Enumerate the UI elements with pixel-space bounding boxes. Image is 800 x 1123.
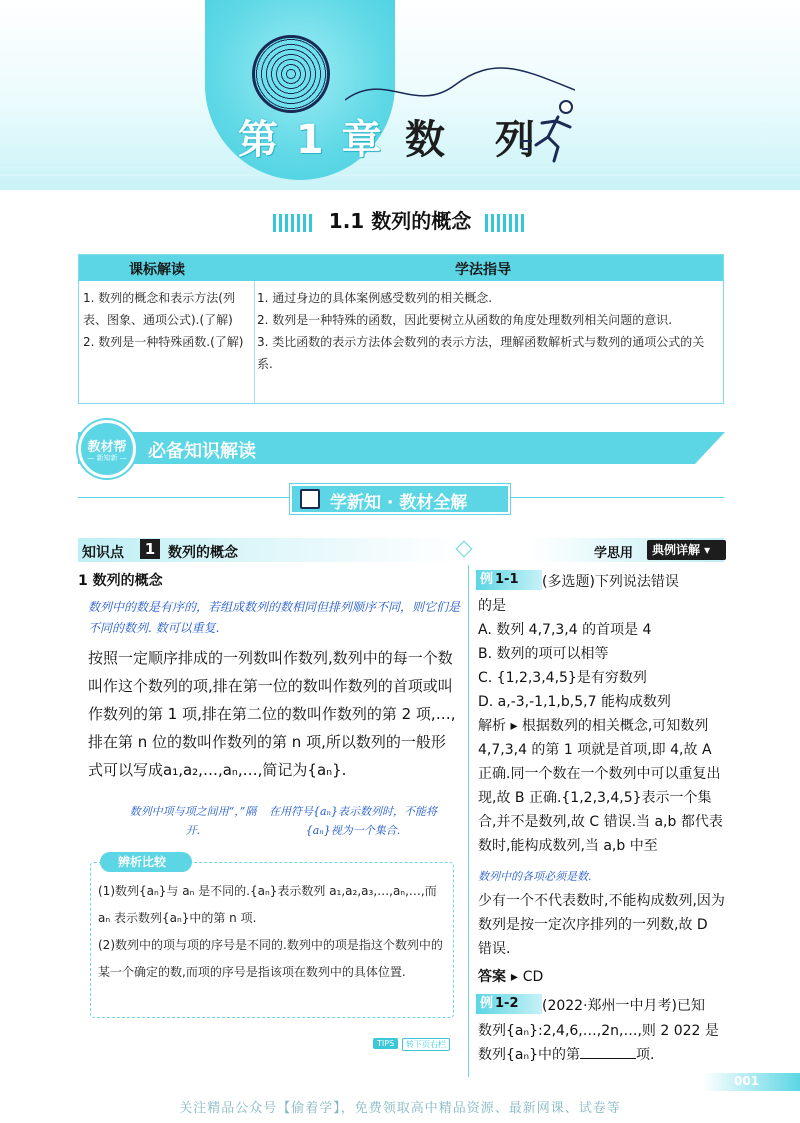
- tips-badge: TIPS: [373, 1038, 398, 1049]
- compare-body: [98, 878, 448, 986]
- answer-label: 答案 ▸: [478, 969, 523, 985]
- page-number: 001: [734, 1074, 760, 1088]
- diamond-icon: [456, 541, 473, 558]
- example-title: (2022·郑州一中月考)已知: [542, 998, 706, 1014]
- col2-items: [257, 287, 717, 375]
- continue-note: 转下页右栏: [402, 1038, 450, 1051]
- col1-header: 课标解读: [129, 262, 185, 278]
- right-header-label: 学思用: [594, 546, 634, 561]
- watermark: 关注精品公众号【偷着学】，免费领取高中精品资源、最新网课、试卷等: [179, 1101, 621, 1116]
- compare-tag-text: 辨析比较: [118, 855, 167, 869]
- example-text: 数列{aₙ}:2,4,6,…,2n,…,则 2 022 是数列{aₙ}中的第: [478, 1023, 719, 1063]
- notebook-icon: [300, 489, 320, 509]
- example-tag-prefix: 例: [480, 572, 494, 587]
- answer-blank[interactable]: [580, 1045, 636, 1059]
- subsection-title: 1 数列的概念: [78, 573, 163, 589]
- handwritten-note: 数列中项与项之间用“，”隔开.: [129, 805, 257, 837]
- example-tag: [476, 570, 542, 590]
- handwritten-note: 在用符号{aₙ}表示数列时，不能将{aₙ}视为一个集合.: [268, 805, 437, 837]
- example-body-continued: 少有一个不代表数时,不能构成数列,因为数列是按一定次序排列的一列数,故 D 错误.: [478, 893, 725, 957]
- example-body: [478, 1019, 726, 1067]
- chapter-name: 数 列: [405, 117, 553, 163]
- right-header-badge: 典例详解 ▾: [647, 540, 726, 560]
- knowledge-point-title: 数列的概念: [168, 545, 238, 561]
- yarn-ball-icon: [252, 35, 330, 113]
- decorative-bars-left: [273, 214, 315, 232]
- list-item: (2)数列中的项与项的序号是不同的.数列中的项是指这个数列中的某一个确定的数,而项的序号是指该项在数列中的具体位置.: [98, 938, 443, 979]
- banner-notch: [665, 432, 725, 464]
- example-body: 的是 A. 数列 4,7,3,4 的首项是 4 B. 数列的项可以相等 C. {1,2,3,4,5}是有穷数列 D. a,-3,-1,1,b,5,7 能构成数列 解析 ▸ 根据数列的相关概念,可知数列 4,7,3,4 的第 1 项就是首项,即 4,故 A 正确.同一个数在一个数列中可以重复出现,故 B 正确.{1,2,3,4,5}表示一个集合,并不是数列,故 C 错误.当 a,b 都代表数时,能构成数列,当 a,b 中至: [478, 598, 723, 854]
- decorative-bars-right: [485, 214, 527, 232]
- list-item: 2. 数列是一种特殊的函数，因此要树立从函数的角度处理数列相关问题的意识.: [257, 313, 673, 327]
- example-tag: [476, 994, 542, 1014]
- badge-subtitle: — 新知新 —: [87, 454, 127, 462]
- example-tag-prefix: 例: [480, 996, 494, 1011]
- col2-header: 学法指导: [455, 262, 511, 278]
- answer-value: CD: [522, 969, 544, 985]
- handwritten-note: 数列中的各项必须是数.: [478, 870, 592, 883]
- example-tag-number: 1-2: [495, 996, 519, 1011]
- table-header: [79, 255, 723, 281]
- column-divider: [468, 565, 469, 1077]
- knowledge-point-number: 1: [140, 539, 160, 559]
- col1-items: [83, 287, 251, 353]
- example-title: (多选题)下列说法错误: [542, 574, 679, 590]
- list-item: 3. 类比函数的表示方法体会数列的表示方法，理解函数解析式与数列的通项公式的关系.: [257, 335, 705, 371]
- runner-icon: [518, 95, 588, 165]
- list-item: (1)数列{aₙ}与 aₙ 是不同的.{aₙ}表示数列 a₁,a₂,a₃,…,aₙ,…,而 aₙ 表示数列{aₙ}中的第 n 项.: [98, 884, 437, 925]
- badge-title: 教材帮: [87, 440, 127, 455]
- definition-text: 按照一定顺序排成的一列数叫作数列,数列中的每一个数叫作这个数列的项,排在第一位的数叫作数列的首项或叫作数列的第 1 项,排在第二位的数叫作数列的第 2 项,…,排在第 n 位的数叫作数列的第 n 项,所以数列的一般形式可以写成a₁,a₂,…,aₙ,…,简记为{aₙ}.: [88, 649, 456, 779]
- list-item: 2. 数列是一种特殊函数.(了解): [83, 335, 244, 349]
- banner-title: 必备知识解读: [148, 441, 256, 462]
- example-text: 项.: [635, 1047, 655, 1063]
- list-item: 1. 数列的概念和表示方法(列表、图象、通项公式).(了解): [83, 291, 235, 327]
- sub-banner-title: 学新知 · 教材全解: [330, 493, 468, 513]
- standards-table: [78, 254, 724, 404]
- section-title-text: 1.1 数列的概念: [328, 209, 472, 233]
- knowledge-point-bar: [78, 538, 456, 562]
- section-title: [0, 205, 800, 239]
- handwritten-note: 数列中的数是有序的，若组成数列的数相同但排列顺序不同，则它们是不同的数列. 数可以重复.: [88, 600, 461, 635]
- chapter-label: 第 1 章: [238, 117, 384, 163]
- list-item: 1. 通过身边的具体案例感受数列的相关概念.: [257, 291, 493, 305]
- example-tag-number: 1-1: [495, 572, 519, 587]
- knowledge-point-label: 知识点: [82, 545, 124, 561]
- answer: [478, 966, 543, 986]
